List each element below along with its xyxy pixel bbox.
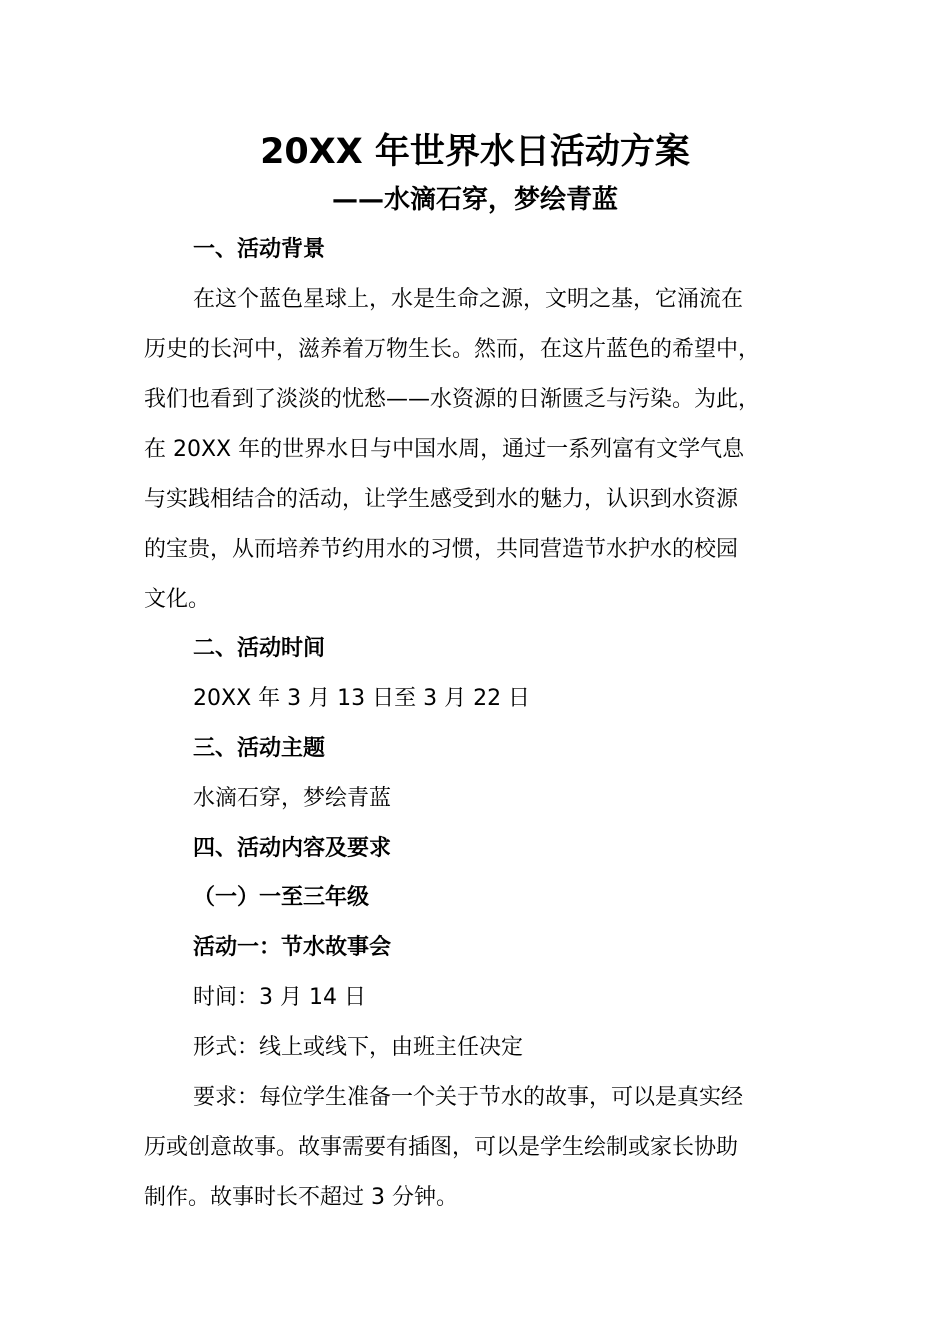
activity-time: 时间：3 月 14 日: [193, 985, 366, 1010]
paragraph-line: 在这个蓝色星球上，水是生命之源，文明之基，它涌流在: [193, 287, 744, 312]
time-text: 20XX 年 3 月 13 日至 3 月 22 日: [193, 686, 531, 711]
document-title: 20XX 年世界水日活动方案: [260, 132, 690, 172]
heading-content: 四、活动内容及要求: [193, 836, 392, 861]
heading-background: 一、活动背景: [193, 237, 326, 262]
activity-title: 活动一：节水故事会: [193, 935, 392, 960]
paragraph-line: 历史的长河中，滋养着万物生长。然而，在这片蓝色的希望中，: [144, 337, 761, 362]
paragraph-line: 在 20XX 年的世界水日与中国水周，通过一系列富有文学气息: [144, 437, 745, 462]
activity-form: 形式：线上或线下，由班主任决定: [193, 1035, 524, 1060]
activity-requirement-line: 要求：每位学生准备一个关于节水的故事，可以是真实经: [193, 1085, 744, 1110]
paragraph-line: 的宝贵，从而培养节约用水的习惯，共同营造节水护水的校园: [144, 537, 739, 562]
paragraph-line: 与实践相结合的活动，让学生感受到水的魅力，认识到水资源: [144, 487, 739, 512]
theme-text: 水滴石穿，梦绘青蓝: [193, 786, 392, 811]
activity-requirement-line: 历或创意故事。故事需要有插图，可以是学生绘制或家长协助: [144, 1135, 739, 1160]
activity-requirement-line: 制作。故事时长不超过 3 分钟。: [144, 1185, 458, 1210]
heading-time: 二、活动时间: [193, 636, 326, 661]
document-subtitle: ——水滴石穿，梦绘青蓝: [331, 185, 618, 215]
group-heading: （一）一至三年级: [193, 885, 370, 910]
paragraph-line: 文化。: [144, 587, 211, 612]
paragraph-line: 我们也看到了淡淡的忧愁——水资源的日渐匮乏与污染。为此，: [144, 387, 761, 412]
heading-theme: 三、活动主题: [193, 736, 326, 761]
